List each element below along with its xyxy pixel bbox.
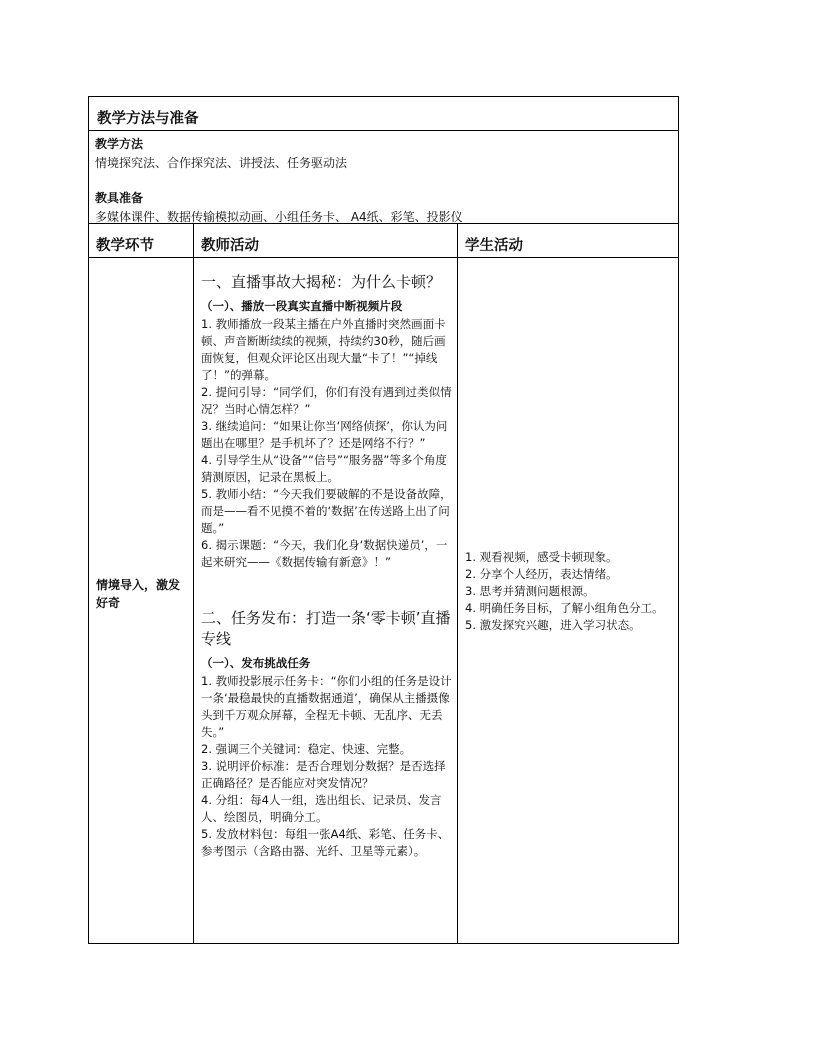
teacher-part2-subheading: （一）、发布挑战任务	[201, 656, 311, 670]
teacher-part1-heading: 一、直播事故大揭秘：为什么卡顿？	[201, 273, 442, 291]
list-item: 4. 引导学生从“设备”“信号”“服务器”等多个角度猜测原因，记录在黑板上。	[201, 453, 447, 484]
list-item: 4. 分组：每4人一组，选出组长、记录员、发言人、绘图员，明确分工。	[201, 793, 442, 824]
list-item: 1. 观看视频，感受卡顿现象。	[465, 550, 618, 564]
lesson-plan-table	[88, 96, 679, 944]
list-item: 3. 思考并猜测问题根源。	[465, 584, 595, 598]
teacher-part2-heading: 二、任务发布：打造一条‘零卡顿’直播专线	[201, 609, 451, 648]
list-item: 6. 揭示课题：“今天，我们化身‘数据快递员’，一起来研究——《数据传输有新意》！”	[201, 538, 448, 569]
list-item: 5. 激发探究兴趣，进入学习状态。	[465, 618, 641, 632]
student-activity-cell	[458, 258, 678, 943]
table-header-row	[89, 224, 678, 258]
header-student: 学生活动	[465, 238, 523, 254]
list-item: 2. 分享个人经历，表达情绪。	[465, 567, 618, 581]
teacher-activity-cell	[194, 258, 458, 943]
list-item: 1. 教师投影展示任务卡：“你们小组的任务是设计一条‘最稳最快的直播数据通道’，确保从主播摄像头到千万观众屏幕，全程无卡顿、无乱序、无丢失。”	[201, 674, 452, 739]
header-stage: 教学环节	[89, 224, 194, 257]
list-item: 5. 发放材料包：每组一张A4纸、彩笔、任务卡、参考图示（含路由器、光纤、卫星等元素）。	[201, 827, 450, 858]
materials-text: 多媒体课件、数据传输模拟动画、小组任务卡、 A4纸、彩笔、投影仪	[95, 210, 463, 224]
header-teacher: 教师活动	[194, 224, 458, 257]
list-item: 2. 提问引导：“同学们，你们有没有遇到过类似情况？当时心情怎样？”	[201, 385, 452, 416]
teacher-part1-subheading: （一）、播放一段真实直播中断视频片段	[201, 299, 403, 313]
materials-label: 教具准备	[95, 191, 144, 205]
stage-cell	[89, 258, 194, 943]
methods-text: 情境探究法、合作探究法、讲授法、任务驱动法	[95, 156, 348, 170]
table-row	[89, 258, 678, 943]
list-item: 4. 明确任务目标，了解小组角色分工。	[465, 601, 664, 615]
section-title: 教学方法与准备	[89, 97, 678, 131]
list-item: 5. 教师小结：“今天我们要破解的不是设备故障，而是——看不见摸不着的‘数据’在传送路上出了问题。”	[201, 487, 452, 535]
list-item: 2. 强调三个关键词：稳定、快速、完整。	[201, 742, 412, 756]
methods-label: 教学方法	[95, 137, 144, 151]
list-item: 1. 教师播放一段某主播在户外直播时突然画面卡顿、声音断断续续的视频，持续约30秒，随后画面恢复，但观众评论区出现大量“卡了！”“掉线了！”的弹幕。	[201, 317, 446, 382]
student-activity-list	[465, 549, 673, 634]
list-item: 3. 说明评价标准：是否合理划分数据？是否选择正确路径？是否能应对突发情况？	[201, 759, 446, 790]
list-item: 3. 继续追问：“如果让你当‘网络侦探’，你认为问题出在哪里？是手机坏了？还是网络不行？”	[201, 419, 448, 450]
stage-name: 情境导入，激发好奇	[96, 578, 181, 610]
methods-and-materials	[89, 131, 678, 224]
